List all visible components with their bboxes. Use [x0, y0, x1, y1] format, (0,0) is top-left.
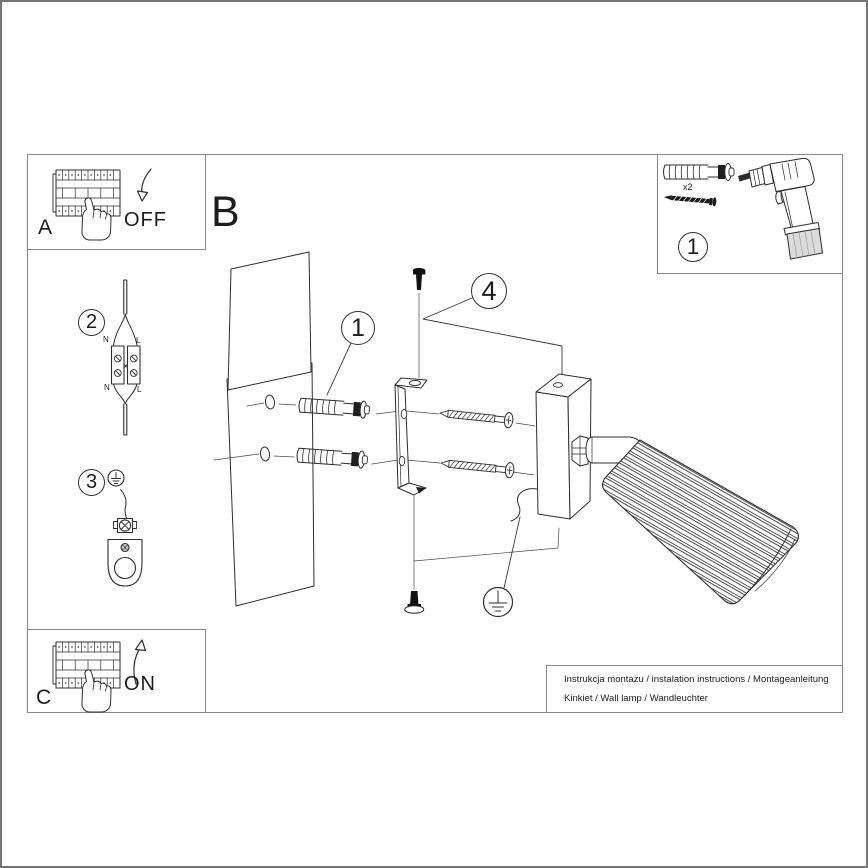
footer-line-2: Kinkiet / Wall lamp / Wandleuchter — [564, 692, 708, 704]
lamp-shade — [603, 440, 799, 604]
callout-screws: 4 — [471, 273, 507, 309]
wire-label-l-top: L — [136, 336, 141, 345]
callout-step3: 3 — [78, 469, 105, 496]
callout-anchor: 1 — [341, 311, 375, 345]
section-c-label: C — [36, 686, 52, 709]
footer-caption — [564, 671, 829, 708]
wood-screw-top — [439, 405, 513, 428]
earth-terminal-diagram — [108, 470, 142, 586]
callout-parts: 1 — [678, 232, 708, 262]
off-label: OFF — [124, 209, 167, 231]
ground-wire — [511, 489, 537, 521]
section-b-label: B — [211, 188, 240, 236]
wood-screw-bottom — [440, 455, 514, 478]
diagram-artwork — [2, 2, 868, 868]
footer-line-1: Instrukcja montażu / instalation instructions / Montageanleitung — [564, 674, 829, 685]
wire-label-n-bottom: N — [104, 383, 110, 392]
wire-splitter-diagram — [112, 280, 141, 435]
frame-lines — [28, 155, 843, 713]
wire-label-n-top: N — [103, 335, 109, 344]
machine-screw-bottom — [405, 591, 424, 613]
box-a — [28, 155, 206, 250]
section-a-label: A — [38, 216, 53, 239]
wall-panel — [227, 252, 314, 606]
machine-screw-top — [413, 268, 426, 290]
wire-label-l-bottom: L — [137, 385, 142, 394]
terminal-block — [112, 346, 125, 384]
earth-symbol-icon — [484, 588, 513, 617]
callout-step2: 2 — [78, 309, 105, 336]
on-label: ON — [124, 673, 156, 695]
mounting-bracket — [395, 378, 427, 495]
anchor-quantity-label: x2 — [683, 182, 693, 192]
earth-symbol-icon — [108, 470, 124, 486]
